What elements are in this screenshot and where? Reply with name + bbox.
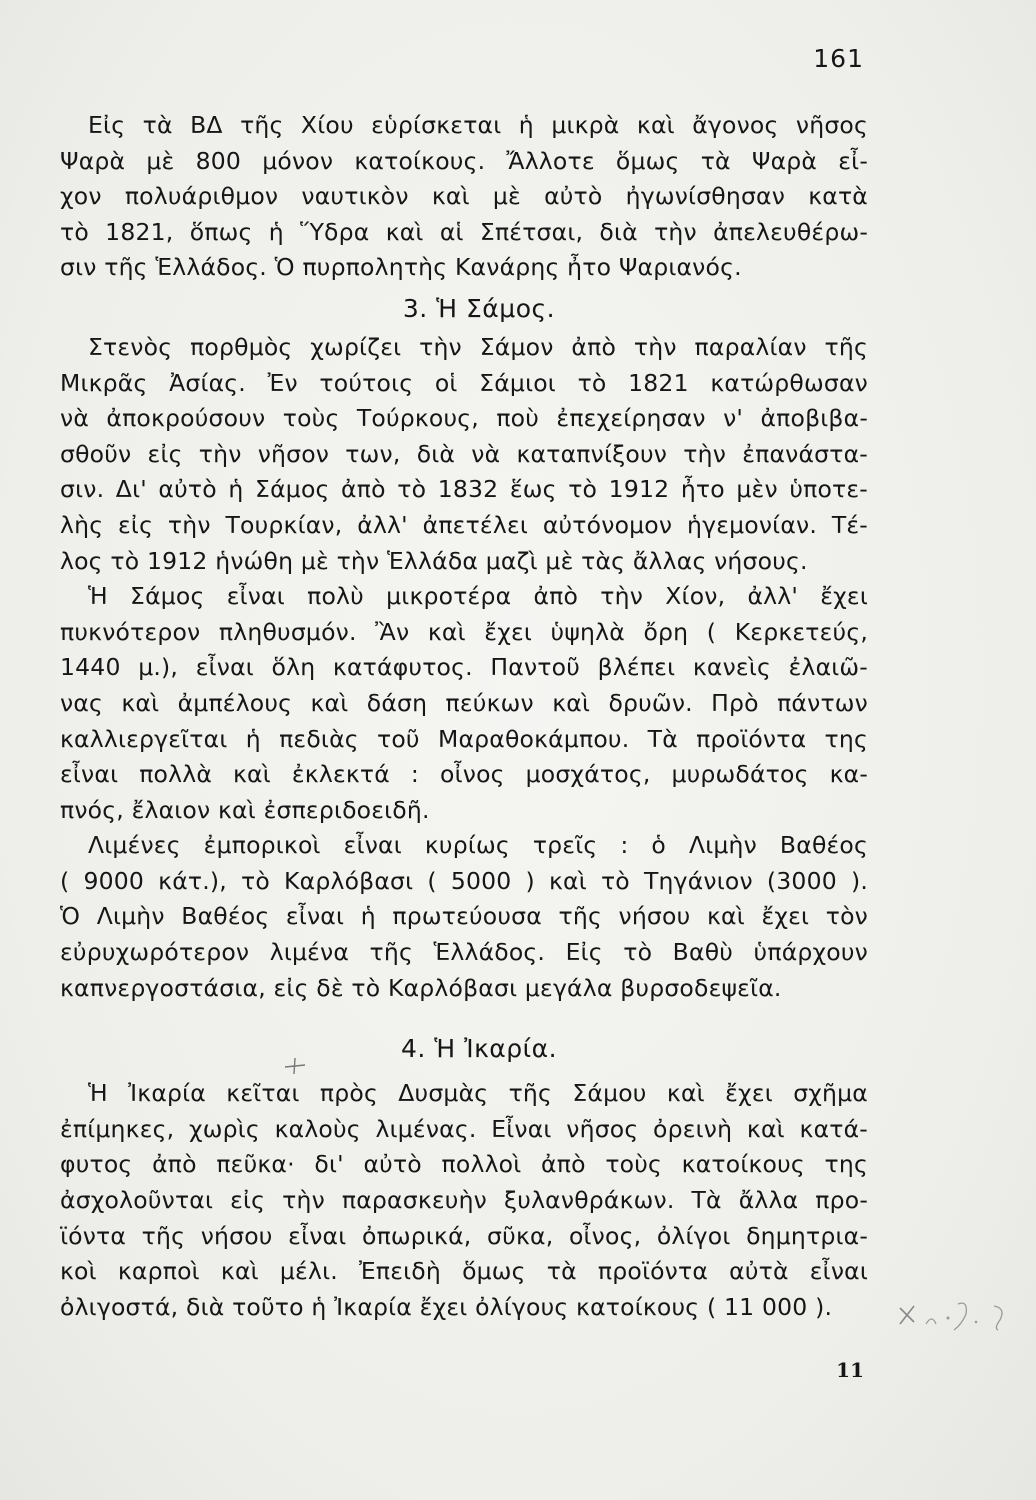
text-line: σιν τῆς Ἑλλάδος. Ὁ πυρπολητὴς Κανάρης ἦτο Ψαριανός. xyxy=(60,253,742,282)
text-line: ἐπίμηκες, χωρὶς καλοὺς λιμένας. Εἶναι νῆσος ὀρεινὴ καὶ κατά- xyxy=(60,1114,868,1143)
text-line: σθοῦν εἰς τὴν νῆσον των, διὰ νὰ καταπνίξουν τὴν ἐπανάστα- xyxy=(60,439,868,468)
text-line: λος τὸ 1912 ἡνώθη μὲ τὴν Ἑλλάδα μαζὶ μὲ τὰς ἄλλας νήσους. xyxy=(60,546,808,575)
text-line: λὴς εἰς τὴν Τουρκίαν, ἀλλ' ἀπετέλει αὐτόνομον ἡγεμονίαν. Τέ- xyxy=(60,510,868,539)
text-line: ἀσχολοῦνται εἰς τὴν παρασκευὴν ξυλανθράκων. Τὰ ἄλλα προ- xyxy=(60,1186,868,1215)
paragraph-samos-history xyxy=(60,330,868,579)
pencil-cross-mark xyxy=(283,1056,307,1076)
text-line: κοὶ καρποὶ καὶ μέλι. Ἐπειδὴ ὅμως τὰ προϊόντα αὐτὰ εἶναι xyxy=(60,1257,868,1286)
text-line: ὀλιγοστά, διὰ τοῦτο ἡ Ἰκαρία ἔχει ὀλίγους κατοίκους ( 11 000 ). xyxy=(60,1292,833,1321)
paragraph-ikaria xyxy=(60,1076,868,1325)
text-line: εὐρυχωρότερον λιμένα τῆς Ἑλλάδος. Εἰς τὸ Βαθὺ ὑπάρχουν xyxy=(60,938,868,967)
text-line: ϊόντα τῆς νήσου εἶναι ὀπωρικά, σῦκα, οἶνος, ὀλίγοι δημητρια- xyxy=(60,1221,868,1250)
text-line: Ἡ Ἰκαρία κεῖται πρὸς Δυσμὰς τῆς Σάμου καὶ ἔχει σχῆμα xyxy=(88,1079,868,1108)
pencil-scribble xyxy=(896,1294,1026,1334)
text-line: πνός, ἔλαιον καὶ ἐσπεριδοειδῆ. xyxy=(60,795,430,824)
paragraph-psara xyxy=(60,108,868,286)
text-line: Ὁ Λιμὴν Βαθέος εἶναι ἡ πρωτεύουσα τῆς νήσου καὶ ἔχει τὸν xyxy=(60,902,868,931)
text-line: πυκνότερον πληθυσμόν. Ἂν καὶ ἔχει ὑψηλὰ ὄρη ( Κερκετεύς, xyxy=(60,617,868,646)
section-heading-ikaria: 4. Ἡ Ἰκαρία. xyxy=(400,1034,558,1064)
paragraph-samos-geography xyxy=(60,579,868,828)
text-line: εἶναι πολλὰ καὶ ἐκλεκτά : οἶνος μοσχάτος, μυρωδάτος κα- xyxy=(60,760,868,789)
text-line: καλλιεργεῖται ἡ πεδιὰς τοῦ Μαραθοκάμπου. Τὰ προϊόντα της xyxy=(60,724,868,753)
text-line: 1440 μ.), εἶναι ὅλη κατάφυτος. Παντοῦ βλέπει κανεὶς ἐλαιῶ- xyxy=(60,653,868,682)
section-heading-samos: 3. Ἡ Σάμος. xyxy=(402,293,556,323)
text-line: Στενὸς πορθμὸς χωρίζει τὴν Σάμον ἀπὸ τὴν παραλίαν τῆς xyxy=(88,332,868,361)
text-line: καπνεργοστάσια, εἰς δὲ τὸ Καρλόβασι μεγάλα βυρσοδεψεῖα. xyxy=(60,973,782,1002)
printer-signature-mark: 11 xyxy=(836,1358,864,1382)
text-line: χον πολυάριθμον ναυτικὸν καὶ μὲ αὐτὸ ἠγωνίσθησαν κατὰ xyxy=(60,182,868,211)
text-line: Ἡ Σάμος εἶναι πολὺ μικροτέρα ἀπὸ τὴν Χίον, ἀλλ' ἔχει xyxy=(88,582,868,611)
text-line: νὰ ἀποκρούσουν τοὺς Τούρκους, ποὺ ἐπεχείρησαν ν' ἀποβιβα- xyxy=(60,404,868,433)
text-line: τὸ 1821, ὅπως ἡ Ὕδρα καὶ αἱ Σπέτσαι, διὰ τὴν ἀπελευθέρω- xyxy=(60,217,868,246)
text-line: Ψαρὰ μὲ 800 μόνον κατοίκους. Ἄλλοτε ὅμως τὰ Ψαρὰ εἶ- xyxy=(60,146,868,175)
text-line: Εἰς τὰ ΒΔ τῆς Χίου εὑρίσκεται ἡ μικρὰ καὶ ἄγονος νῆσος xyxy=(88,111,868,139)
body-text xyxy=(60,108,868,1325)
page-number: 161 xyxy=(813,44,864,73)
text-line: Μικρᾶς Ἀσίας. Ἐν τούτοις οἱ Σάμιοι τὸ 1821 κατώρθωσαν xyxy=(60,368,868,397)
paragraph-samos-ports xyxy=(60,828,868,1006)
text-line: νας καὶ ἀμπέλους καὶ δάση πεύκων καὶ δρυῶν. Πρὸ πάντων xyxy=(60,688,868,717)
text-line: Λιμένες ἐμπορικοὶ εἶναι κυρίως τρεῖς : ὁ Λιμὴν Βαθέος xyxy=(88,831,868,860)
text-line: σιν. Δι' αὐτὸ ἡ Σάμος ἀπὸ τὸ 1832 ἕως τὸ 1912 ἦτο μὲν ὑποτε- xyxy=(60,475,868,504)
text-line: ( 9000 κάτ.), τὸ Καρλόβασι ( 5000 ) καὶ τὸ Τηγάνιον (3000 ). xyxy=(60,866,868,895)
text-line: φυτος ἀπὸ πεῦκα· δι' αὐτὸ πολλοὶ ἀπὸ τοὺς κατοίκους της xyxy=(60,1150,868,1179)
